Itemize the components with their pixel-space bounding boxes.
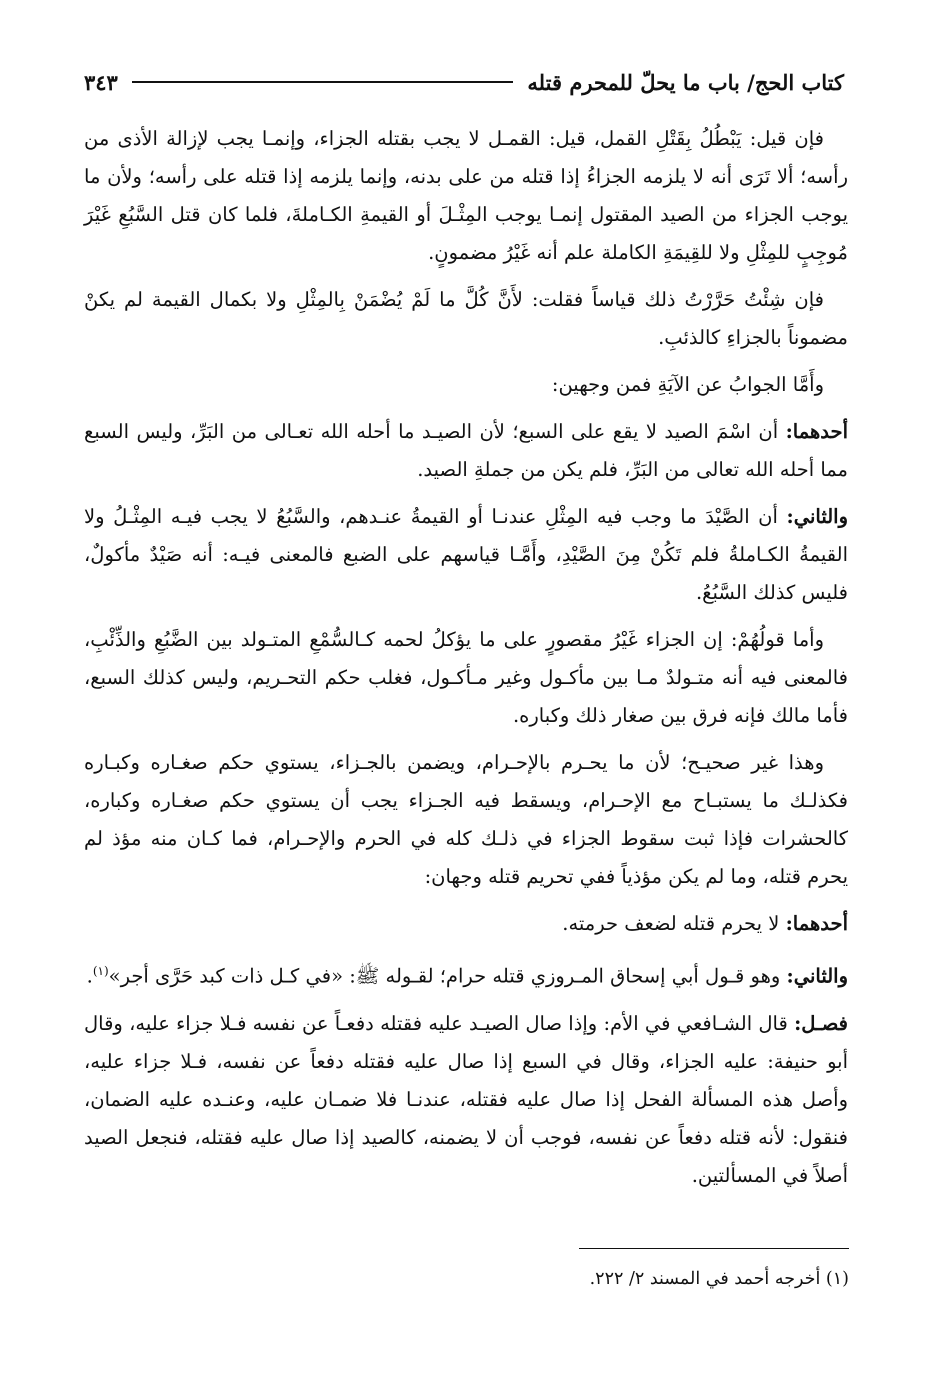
paragraph-10: فصـل: قال الشـافعي في الأم: وإذا صال الصيـد عليه فقتله دفعـاً عن نفسه فـلا جزاء عليه، وقال أبو حنيفة: عليه الجزاء، وقال في السبع إذا صال عليه فقتله دفعاً عن نفسه، فـلا جزاء عليه، وأصل هذه المسألة الفحل إذا صال عليه فقتله، عندنـا فلا ضمـان عليه، وعنـده عليه الضمان، فنقول: لأنه قتله دفعاً عن نفسه، فوجب أن لا يضمنه، كالصيد إذا صال عليه فقتله، فنجعل الصيد أصلاً في المسألتين. xyxy=(84,1011,848,1187)
paragraph-9: والثاني: وهو قـول أبي إسحاق المـروزي قتله حرام؛ لقـوله ﷺ: «في كـل ذات كبد حَرَّى أجر»$^{(١)}$. xyxy=(86,964,848,988)
footnote-rule xyxy=(579,1248,849,1249)
paragraph-lead: فصـل: xyxy=(794,1011,848,1035)
main-text xyxy=(84,120,848,1204)
page-number: ٣٤٣ xyxy=(84,69,118,95)
paragraph-7: وهذا غير صحيـح؛ لأن ما يحـرم بالإحـرام، ويضمن بالجـزاء، يستوي حكم صغـاره وكبـاره فكذلـك ما يستبـاح مع الإحـرام، ويسقط فيه الجـزاء يجب أن يستوي حكم صغـاره وكباره، كالحشرات فإذا ثبت سقوط الجزاء في ذلـك كله في الحرم والإحـرام، فما كـان منه مؤذ لم يحرم قتله، وما لم يكن مؤذياً ففي تحريم قتله وجهان: xyxy=(84,751,848,888)
paragraph-lead: والثاني: xyxy=(786,505,848,528)
paragraph-6: وأما قولُهُمْ: إن الجزاء غَيْرُ مقصورٍ على ما يؤكلُ لحمه كـالسُّمْعِ المتـولد بين الضَّبُعِ والذِّئْبِ، فالمعنى فيه أنه متـولدٌ مـا بين مأكـول وغير مـأكـول، فغلب حكم التحـريم، وليس كذلك السبع، فأما مالك فإنه فرق بين صغار ذلك وكباره. xyxy=(84,628,848,727)
paragraph-8: أحدهما: لا يحرم قتله لضعف حرمته. xyxy=(562,912,848,935)
paragraph-3: وأَمَّا الجوابُ عن الآيَةِ فمن وجهين: xyxy=(551,373,824,396)
paragraph-1: فإن قيل: يَبْطُلُ بِقَتْلِ القمل، قيل: القمـل لا يجب بقتله الجزاء، وإنمـا يجب لإزالة الأذى من رأسه؛ ألا تَرَى أنه لا يلزمه الجزاءُ إذا قتله من على بدنه، وإنما يلزمه إذا قتله على رأسه؛ ولأن ما يوجب الجزاء من الصيد المقتول إنمـا يوجب المِثْـلَ أو القيمةِ الكـاملةَ، فلما كان قتل السَّبُعِ غَيْرَ مُوجِبٍ للمِثْلِ ولا للقِيمَةِ الكاملة علم أنه غَيْرُ مضمونٍ. xyxy=(84,127,848,264)
header-rule xyxy=(132,81,514,83)
footnote-marker: (١) xyxy=(92,964,109,978)
paragraph-4: أحدهما: أن اسْمَ الصيد لا يقع على السبع؛ لأن الصيـد ما أحله الله تعـالى من البَرِّ، وليس السبع مما أحله الله تعالى من البَرِّ، فلم يكن من جملةِ الصيد. xyxy=(84,420,848,481)
paragraph-lead: والثاني: xyxy=(786,964,848,988)
paragraph-5: والثاني: أن الصَّيْدَ ما وجب فيه المِثْلِ عندنـا أو القيمةُ عنـدهم، والسَّبُعُ لا يجب فيـه المِثْـلُ ولا القيمةُ الكـاملةُ فلم تَكُنْ مِنَ الصَّيْدِ، وأَمَّـا قياسهم على الضبع فالمعنى فيـه: أنه صَيْدٌ مأكولٌ، فليس كذلك السَّبُعُ. xyxy=(84,505,848,604)
paragraph-lead: أحدهما: xyxy=(785,912,848,935)
paragraph-2: فإن شِئْتُ حَرَّرْتُ ذلك قياساً فقلت: لأَنَّ كُلَّ ما لَمْ يُضْمَنْ بِالمِثْلِ ولا بكمال القيمة لم يكنْ مضموناً بالجزاءِ كالذئبِ. xyxy=(84,288,848,349)
chapter-title: كتاب الحج/ باب ما يحلّ للمحرم قتله xyxy=(527,69,844,95)
footnote: (١) أخرجه أحمد في المسند ٢/ ٢٢٢. xyxy=(589,1269,849,1289)
running-header xyxy=(84,62,844,102)
paragraph-lead: أحدهما: xyxy=(785,420,848,443)
